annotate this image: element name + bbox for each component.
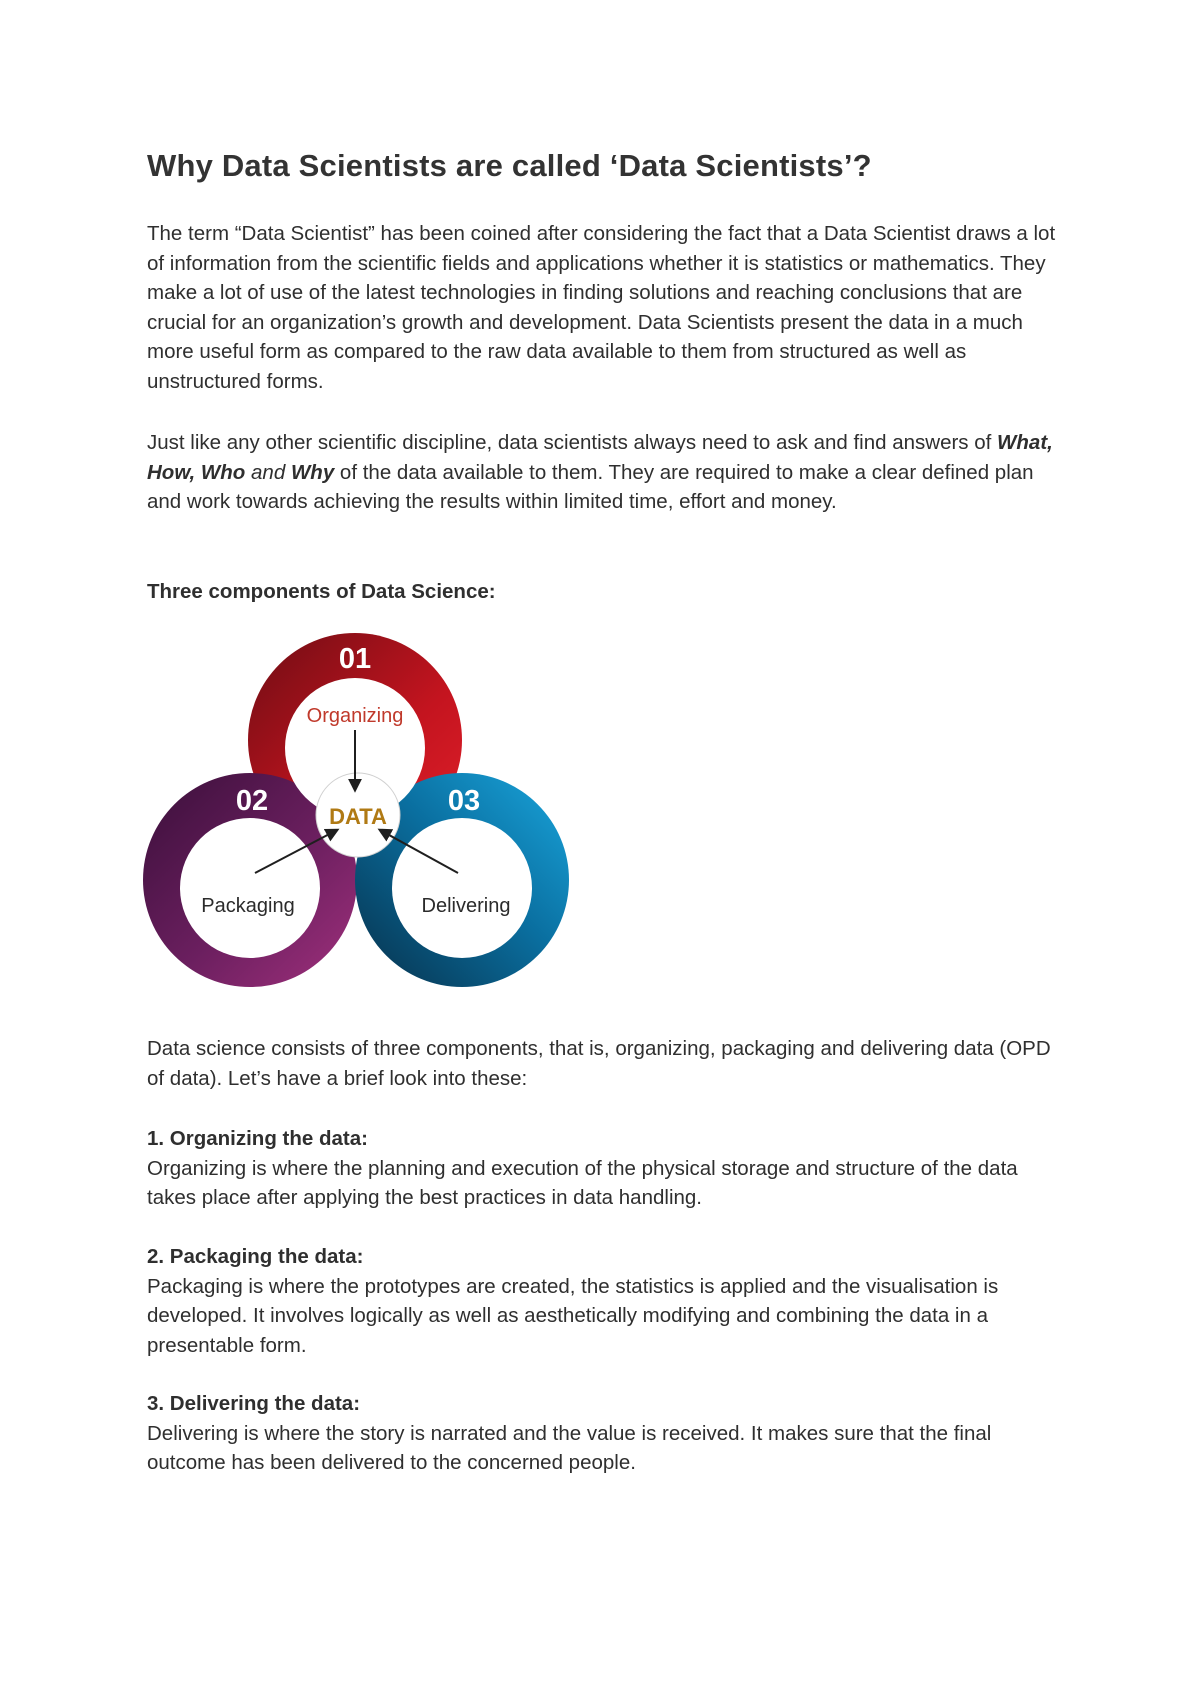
delivering-number: 03: [447, 785, 481, 817]
delivering-label: Delivering: [421, 895, 511, 917]
how-emphasis: How,: [147, 460, 196, 484]
summary-paragraph: Data science consists of three components, that is, organizing, packaging and delivering data (OPD of data). Let’s have a brief look into these:: [147, 1037, 1051, 1090]
who-emphasis: Who: [200, 460, 246, 484]
intro-paragraph: The term “Data Scientist” has been coined after considering the fact that a Data Scientist draws a lot of information from the scientific fields and applications whether it is statistics or mathematics. They make a lot of use of the latest technologies in finding solutions and reaching conclusions that are crucial for an organization’s growth and development. Data Scientists present the data in a much more useful form as compared to the raw data available to them from structured as well as unstructured forms.: [147, 222, 1056, 393]
section-delivering-body: Delivering is where the story is narrated and the value is received. It makes sure that the final outcome has been delivered to the concerned people.: [147, 1421, 992, 1475]
packaging-disc: [180, 818, 320, 958]
section-packaging: [147, 1242, 1067, 1360]
delivering-disc: [392, 818, 532, 958]
data-science-diagram: [140, 630, 580, 1010]
page-title: Why Data Scientists are called ‘Data Scientists’?: [147, 148, 872, 183]
section-packaging-title: 2. Packaging the data:: [147, 1245, 364, 1268]
components-heading: Three components of Data Science:: [147, 580, 496, 603]
organizing-label: Organizing: [306, 705, 404, 727]
section-organizing: [147, 1124, 1067, 1213]
data-center-label: DATA: [329, 804, 387, 829]
why-emphasis: Why: [290, 460, 335, 484]
questions-tail: of the data available to them. They are required to make a clear defined plan and work towards achieving the results within limited time, effort and money.: [147, 460, 1034, 514]
questions-paragraph: [147, 428, 1067, 517]
section-organizing-body: Organizing is where the planning and execution of the physical storage and structure of the data takes place after applying the best practices in data handling.: [147, 1156, 1018, 1210]
questions-lead: Just like any other scientific discipline, data scientists always need to ask and find answers of: [147, 431, 998, 454]
section-delivering-title: 3. Delivering the data:: [147, 1392, 361, 1415]
section-delivering: [147, 1389, 1067, 1478]
organizing-number: 01: [338, 643, 372, 675]
section-packaging-body: Packaging is where the prototypes are created, the statistics is applied and the visualisation is developed. It involves logically as well as aesthetically modifying and combining the data in a presentable form.: [147, 1274, 999, 1357]
packaging-number: 02: [235, 785, 269, 817]
packaging-label: Packaging: [201, 895, 295, 917]
what-emphasis: What,: [997, 431, 1053, 454]
section-organizing-title: 1. Organizing the data:: [147, 1127, 368, 1150]
and-emphasis: and: [251, 460, 286, 484]
